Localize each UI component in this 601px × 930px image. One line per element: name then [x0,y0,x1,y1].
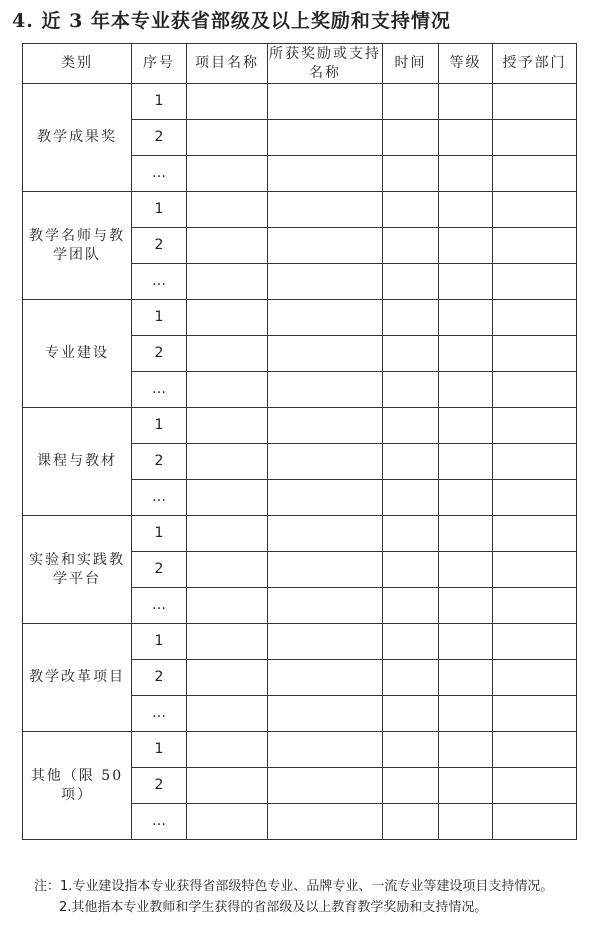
row-number-cell: 1 [132,84,187,120]
notes [34,876,553,918]
award-name-cell[interactable] [268,696,383,732]
time-cell[interactable] [383,732,439,768]
column-header-index: 序号 [132,44,187,84]
award-name-cell[interactable] [268,156,383,192]
award-name-cell[interactable] [268,552,383,588]
award-name-cell[interactable] [268,804,383,840]
project-name-cell[interactable] [187,516,268,552]
table-row [23,732,577,768]
row-number-cell: 1 [132,516,187,552]
time-cell[interactable] [383,120,439,156]
granting-department-cell[interactable] [493,732,577,768]
time-cell[interactable] [383,300,439,336]
project-name-cell[interactable] [187,804,268,840]
level-cell[interactable] [439,372,493,408]
granting-department-cell[interactable] [493,228,577,264]
project-name-cell[interactable] [187,660,268,696]
award-name-cell[interactable] [268,732,383,768]
row-number-cell: … [132,156,187,192]
award-name-cell[interactable] [268,768,383,804]
project-name-cell[interactable] [187,444,268,480]
project-name-cell[interactable] [187,156,268,192]
level-cell[interactable] [439,732,493,768]
row-number-cell: 1 [132,300,187,336]
time-cell[interactable] [383,480,439,516]
award-name-cell[interactable] [268,516,383,552]
level-cell[interactable] [439,336,493,372]
category-cell: 教学名师与教学团队 [23,192,132,300]
time-cell[interactable] [383,552,439,588]
page-title: 4. 近 3 年本专业获省部级及以上奖励和支持情况 [12,10,451,32]
level-cell[interactable] [439,264,493,300]
column-header-award-name: 所获奖励或支持名称 [268,44,383,84]
project-name-cell[interactable] [187,732,268,768]
level-cell[interactable] [439,804,493,840]
level-cell[interactable] [439,696,493,732]
time-cell[interactable] [383,660,439,696]
project-name-cell[interactable] [187,192,268,228]
table-row [23,624,577,660]
award-name-cell[interactable] [268,120,383,156]
row-number-cell: 1 [132,408,187,444]
row-number-cell: 2 [132,768,187,804]
row-number-cell: 2 [132,228,187,264]
note-line-2: 2.其他指本专业教师和学生获得的省部级及以上教育教学奖励和支持情况。 [59,900,488,915]
row-number-cell: 1 [132,624,187,660]
time-cell[interactable] [383,372,439,408]
granting-department-cell[interactable] [493,552,577,588]
project-name-cell[interactable] [187,372,268,408]
row-number-cell: … [132,264,187,300]
granting-department-cell[interactable] [493,588,577,624]
granting-department-cell[interactable] [493,624,577,660]
table-row [23,516,577,552]
granting-department-cell[interactable] [493,696,577,732]
level-cell[interactable] [439,300,493,336]
category-cell: 教学改革项目 [23,624,132,732]
table-row [23,84,577,120]
level-cell[interactable] [439,120,493,156]
category-cell: 实验和实践教学平台 [23,516,132,624]
level-cell[interactable] [439,516,493,552]
award-name-cell[interactable] [268,660,383,696]
column-header-project-name: 项目名称 [187,44,268,84]
row-number-cell: … [132,804,187,840]
granting-department-cell[interactable] [493,768,577,804]
column-header-granting-department: 授予部门 [493,44,577,84]
row-number-cell: 2 [132,444,187,480]
level-cell[interactable] [439,156,493,192]
level-cell[interactable] [439,408,493,444]
project-name-cell[interactable] [187,300,268,336]
award-name-cell[interactable] [268,588,383,624]
level-cell[interactable] [439,480,493,516]
level-cell[interactable] [439,192,493,228]
level-cell[interactable] [439,552,493,588]
granting-department-cell[interactable] [493,516,577,552]
time-cell[interactable] [383,408,439,444]
time-cell[interactable] [383,156,439,192]
granting-department-cell[interactable] [493,372,577,408]
time-cell[interactable] [383,264,439,300]
award-name-cell[interactable] [268,480,383,516]
awards-table [22,43,577,840]
time-cell[interactable] [383,192,439,228]
project-name-cell[interactable] [187,768,268,804]
granting-department-cell[interactable] [493,336,577,372]
time-cell[interactable] [383,768,439,804]
time-cell[interactable] [383,444,439,480]
level-cell[interactable] [439,84,493,120]
table-row [23,300,577,336]
level-cell[interactable] [439,588,493,624]
category-cell: 课程与教材 [23,408,132,516]
award-name-cell[interactable] [268,84,383,120]
time-cell[interactable] [383,696,439,732]
table-row [23,192,577,228]
level-cell[interactable] [439,444,493,480]
table-body [23,84,577,840]
category-cell: 教学成果奖 [23,84,132,192]
granting-department-cell[interactable] [493,120,577,156]
row-number-cell: … [132,696,187,732]
award-name-cell[interactable] [268,372,383,408]
project-name-cell[interactable] [187,228,268,264]
row-number-cell: 1 [132,732,187,768]
project-name-cell[interactable] [187,552,268,588]
granting-department-cell[interactable] [493,804,577,840]
time-cell[interactable] [383,516,439,552]
time-cell[interactable] [383,588,439,624]
time-cell[interactable] [383,336,439,372]
project-name-cell[interactable] [187,696,268,732]
project-name-cell[interactable] [187,480,268,516]
granting-department-cell[interactable] [493,156,577,192]
granting-department-cell[interactable] [493,444,577,480]
row-number-cell: … [132,372,187,408]
time-cell[interactable] [383,84,439,120]
award-name-cell[interactable] [268,624,383,660]
granting-department-cell[interactable] [493,480,577,516]
level-cell[interactable] [439,624,493,660]
award-name-cell[interactable] [268,336,383,372]
award-name-cell[interactable] [268,228,383,264]
award-name-cell[interactable] [268,300,383,336]
row-number-cell: 2 [132,120,187,156]
granting-department-cell[interactable] [493,192,577,228]
project-name-cell[interactable] [187,588,268,624]
row-number-cell: … [132,480,187,516]
category-cell: 其他（限 50 项） [23,732,132,840]
time-cell[interactable] [383,228,439,264]
award-name-cell[interactable] [268,264,383,300]
level-cell[interactable] [439,660,493,696]
column-header-time: 时间 [383,44,439,84]
row-number-cell: 2 [132,336,187,372]
note-line-1: 注：1.专业建设指本专业获得省部级特色专业、品牌专业、一流专业等建设项目支持情况。 [34,879,554,894]
project-name-cell[interactable] [187,408,268,444]
category-cell: 专业建设 [23,300,132,408]
granting-department-cell[interactable] [493,408,577,444]
award-name-cell[interactable] [268,444,383,480]
column-header-level: 等级 [439,44,493,84]
granting-department-cell[interactable] [493,84,577,120]
project-name-cell[interactable] [187,120,268,156]
project-name-cell[interactable] [187,624,268,660]
granting-department-cell[interactable] [493,264,577,300]
granting-department-cell[interactable] [493,660,577,696]
row-number-cell: 2 [132,552,187,588]
award-name-cell[interactable] [268,192,383,228]
level-cell[interactable] [439,228,493,264]
project-name-cell[interactable] [187,84,268,120]
project-name-cell[interactable] [187,336,268,372]
column-header-category: 类别 [23,44,132,84]
row-number-cell: … [132,588,187,624]
level-cell[interactable] [439,768,493,804]
row-number-cell: 2 [132,660,187,696]
project-name-cell[interactable] [187,264,268,300]
granting-department-cell[interactable] [493,300,577,336]
time-cell[interactable] [383,804,439,840]
award-name-cell[interactable] [268,408,383,444]
table-row [23,408,577,444]
row-number-cell: 1 [132,192,187,228]
time-cell[interactable] [383,624,439,660]
table-header-row [23,44,577,84]
